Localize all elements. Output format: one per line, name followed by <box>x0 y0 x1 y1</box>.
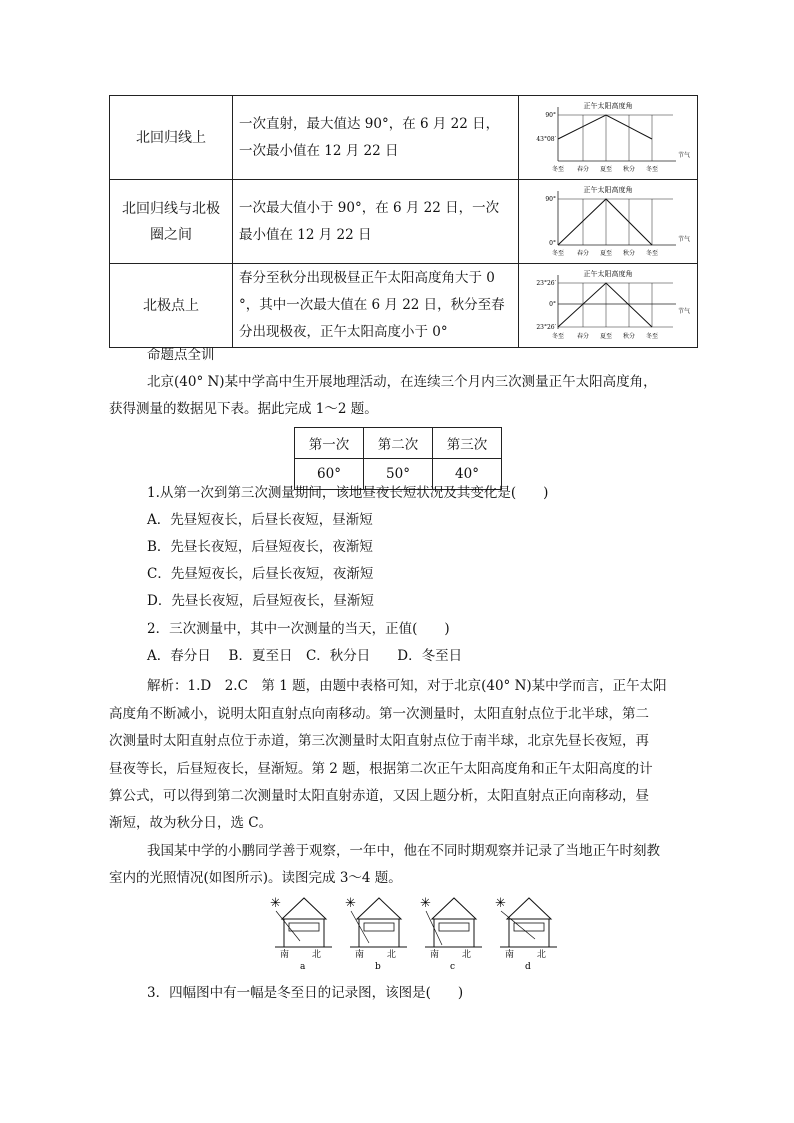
figure-label: c <box>450 962 456 972</box>
analysis-line: 昼夜等长，后昼短夜长，昼渐短。第 2 题，根据第二次正午太阳高度角和正午太阳高度的计 <box>109 761 653 777</box>
row2-line: 最小值在 12 月 22 日 <box>239 226 372 243</box>
x-label: 夏至 <box>599 165 613 173</box>
row3-line: °，其中一次最大值在 6 月 22 日，秋分至春 <box>239 297 505 313</box>
intro-line: 获得测量的数据见下表。据此完成 1～2 题。 <box>109 401 378 417</box>
x-unit: 节气 <box>678 307 691 315</box>
x-label: 夏至 <box>599 332 613 340</box>
x-label: 秋分 <box>622 249 636 257</box>
measure-value: 60° <box>295 459 364 490</box>
x-label: 冬至 <box>551 332 565 340</box>
row2-location <box>110 180 233 264</box>
figure-label: d <box>525 962 531 972</box>
row2-location-line: 圈之间 <box>150 226 192 243</box>
analysis-line: 高度角不断减小，说明太阳直射点向南移动。第一次测量时，太阳直射点位于北半球，第二 <box>109 706 649 722</box>
x-label: 秋分 <box>622 165 636 173</box>
chart-title: 正午太阳高度角 <box>583 269 633 278</box>
altitude-curve <box>558 283 652 327</box>
row3-description <box>233 264 519 348</box>
row3-chart <box>528 267 691 345</box>
x-unit: 节气 <box>678 235 691 243</box>
x-label: 春分 <box>576 165 590 173</box>
y-label: 90° <box>545 195 556 203</box>
south-label: 南 <box>355 950 365 960</box>
q3-stem: 3．四幅图中有一幅是冬至日的记录图，该图是( ) <box>147 985 464 1001</box>
classroom-figure <box>262 893 562 973</box>
x-label: 冬至 <box>645 332 659 340</box>
section-title: 命题点全训 <box>147 347 215 363</box>
house-b <box>345 896 407 972</box>
analysis-line: 解析：1.D 2.C 第 1 题，由题中表格可知，对于北京(40° N)某中学而言，正午太阳 <box>147 678 667 694</box>
q2-stem: 2．三次测量中，其中一次测量的当天，正值( ) <box>147 621 450 637</box>
row3-location: 北极点上 <box>110 264 233 348</box>
sun-icon: ✳ <box>495 896 506 911</box>
intro2-line: 我国某中学的小鹏同学善于观察，一年中，他在不同时期观察并记录了当地正午时刻教 <box>147 843 660 859</box>
x-label: 冬至 <box>551 249 565 257</box>
measure-header: 第三次 <box>433 428 502 459</box>
measure-header: 第二次 <box>364 428 433 459</box>
row1-chart <box>528 99 691 177</box>
sun-icon: ✳ <box>270 896 281 911</box>
row1-line: 一次直射，最大值达 90°，在 6 月 22 日， <box>239 115 500 132</box>
analysis-line: 次测量时太阳直射点位于赤道，第三次测量时太阳直射点位于南半球，北京先昼长夜短，再 <box>109 733 649 749</box>
measure-value: 50° <box>364 459 433 490</box>
row2-chart <box>528 183 691 261</box>
y-label: 0° <box>549 300 556 308</box>
x-label: 冬至 <box>551 165 565 173</box>
y-label: 23°26′ <box>536 279 556 287</box>
x-label: 春分 <box>576 332 590 340</box>
analysis-line: 算公式，可以得到第二次测量时太阳直射赤道，又因上题分析，太阳直射点正向南移动，昼 <box>109 788 649 804</box>
chart-title: 正午太阳高度角 <box>583 101 633 110</box>
altitude-curve <box>558 115 652 139</box>
row1-location: 北回归线上 <box>110 96 233 180</box>
x-label: 夏至 <box>599 249 613 257</box>
row2-chart-cell <box>519 180 698 264</box>
north-label: 北 <box>387 950 397 960</box>
x-label: 春分 <box>576 249 590 257</box>
x-unit: 节气 <box>678 151 691 159</box>
row1-chart-cell <box>519 96 698 180</box>
x-label: 秋分 <box>622 332 636 340</box>
intro-line: 北京(40° N)某中学高中生开展地理活动，在连续三个月内三次测量正午太阳高度角， <box>147 374 657 390</box>
analysis-line: 渐短，故为秋分日，选 C。 <box>109 815 273 831</box>
y-label: 23°26′ <box>536 323 556 331</box>
row1-line: 一次最小值在 12 月 22 日 <box>239 142 399 159</box>
figure-label: a <box>300 962 306 972</box>
row3-chart-cell <box>519 264 698 348</box>
y-label: 90° <box>545 111 556 119</box>
row3-line: 分出现极夜，正午太阳高度小于 0° <box>239 324 448 340</box>
chart-title: 正午太阳高度角 <box>583 185 633 194</box>
south-label: 南 <box>430 950 440 960</box>
x-label: 冬至 <box>645 249 659 257</box>
north-label: 北 <box>537 950 547 960</box>
south-label: 南 <box>505 950 515 960</box>
y-label: 0° <box>549 239 556 247</box>
intro2-line: 室内的光照情况(如图所示)。读图完成 3～4 题。 <box>109 870 402 886</box>
sun-icon: ✳ <box>345 896 356 911</box>
q1-option: C．先昼短夜长，后昼长夜短，夜渐短 <box>147 566 374 582</box>
south-label: 南 <box>280 950 290 960</box>
row2-location-line: 北回归线与北极 <box>122 200 220 217</box>
measure-value: 40° <box>433 459 502 490</box>
figure-label: b <box>375 962 381 972</box>
house-c <box>420 896 482 972</box>
q1-option: D．先昼长夜短，后昼短夜长，昼渐短 <box>147 593 374 609</box>
north-label: 北 <box>312 950 322 960</box>
house-d <box>495 896 557 972</box>
row2-line: 一次最大值小于 90°，在 6 月 22 日，一次 <box>239 199 500 216</box>
measure-header: 第一次 <box>295 428 364 459</box>
sun-icon: ✳ <box>420 896 431 911</box>
q2-options: A．春分日 B．夏至日 C．秋分日 D．冬至日 <box>147 648 463 664</box>
sun-angle-table <box>109 95 698 348</box>
q1-option: B．先昼长夜短，后昼短夜长，夜渐短 <box>147 539 373 555</box>
y-label: 43°08′ <box>536 135 556 143</box>
row3-line: 春分至秋分出现极昼正午太阳高度角大于 0 <box>239 270 495 286</box>
x-label: 冬至 <box>645 165 659 173</box>
q1-option: A．先昼短夜长，后昼长夜短，昼渐短 <box>147 512 373 528</box>
altitude-curve <box>558 199 652 245</box>
q1-stem: 1.从第一次到第三次测量期间，该地昼夜长短状况及其变化是( ) <box>147 485 549 501</box>
house-a <box>270 896 332 972</box>
north-label: 北 <box>462 950 472 960</box>
row2-description <box>233 180 519 264</box>
row1-description <box>233 96 519 180</box>
